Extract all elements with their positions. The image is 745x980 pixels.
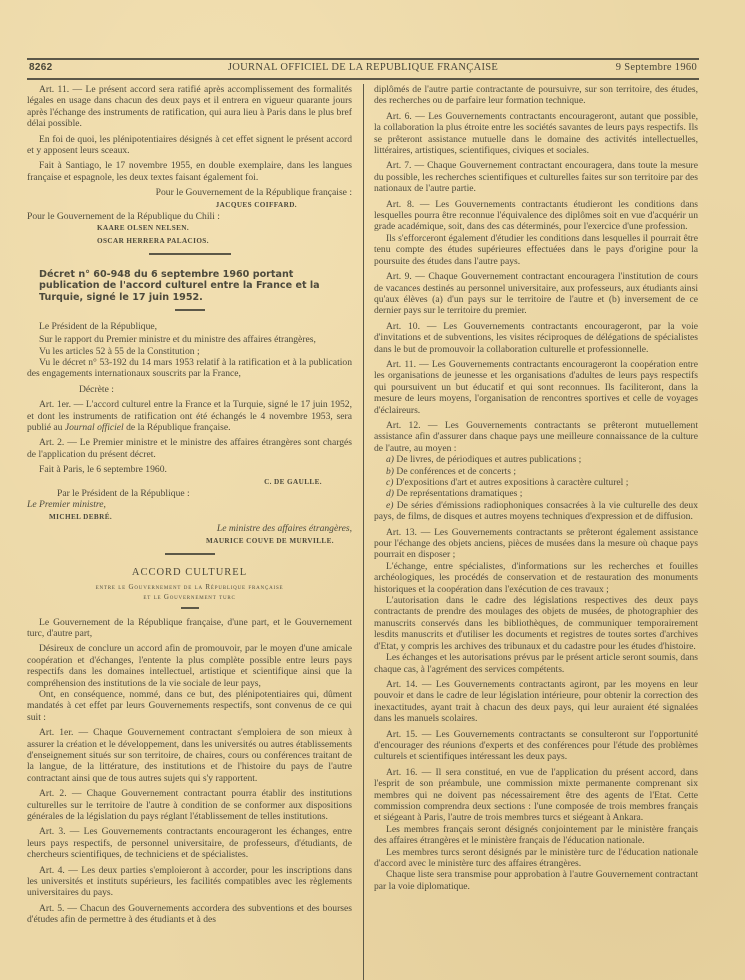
section-separator — [165, 553, 215, 555]
premier-ministre-name: MICHEL DEBRÉ. — [49, 512, 113, 521]
article-text: — Chaque Gouvernement contractant encouragera l'institution de cours de vacances destinés au personnel universitaire, aux professeurs, aux étudiants ainsi qu'aux élèves (a) d'un pays sur le territoire de l'autre et (b) inversement de ce dernier pays sur le territoire du premier. — [374, 271, 698, 317]
section-separator — [149, 253, 231, 255]
right-column — [374, 84, 698, 892]
accord-art13 — [374, 527, 698, 561]
signatory-chili-1: KAARE OLSEN NELSEN. — [97, 224, 190, 233]
accord-art14 — [374, 679, 698, 725]
journal-officiel-italic: Journal officiel — [64, 422, 124, 434]
article-text: — Les Gouvernements contractants encourageront, autant que possible, la collaboration la plus étroite entre les sociétés savantes de leurs pays respectifs. Ils se prêteront assistance mutuelle dans le domaine des activités intellectuelles, littéraires, artistiques, scientifiques, civiques et sociales. — [374, 110, 698, 157]
accord-art16 — [374, 767, 698, 824]
accord-art12 — [374, 420, 698, 454]
page-header — [27, 62, 699, 76]
signatory-chili-2: OSCAR HERRERA PALACIOS. — [97, 236, 209, 245]
decree-vu-articles: Vu les articles 52 à 55 de la Constitution ; — [39, 345, 200, 357]
article-text: — Chaque Gouvernement contractant s'emploiera de son mieux à assurer la création et le développement, dans les universités ou autres établissements d'enseignement situés sur son territoire, de chaires, cours ou conférences traitant de la langue, de la littérature, des institutions et de l'histoire du pays de l'autre contractant ainsi que de tous autres sujets qui s'y rapportent. — [27, 727, 352, 784]
header-top-rule — [27, 58, 699, 60]
article-label: Art. 9. — [386, 271, 412, 283]
accord-art8 — [374, 199, 698, 233]
list-text: De représentations dramatiques ; — [394, 488, 523, 500]
article-text: — L'accord culturel entre la France et la Turquie, signé le 17 juin 1952, et dont les instruments de ratification ont été échangés le 4 novembre 1953, sera publié au — [27, 399, 352, 434]
list-item — [374, 477, 698, 488]
article-text: — Les Gouvernements contractants encourageront la coopération entre les organisations de jeunesse et les organisations d'adultes de leurs pays respectifs qui poursuivent un but éducatif et qui sont reconnues. Ils faciliteront, dans la mesure de leurs moyens, l'organisation de rencontres sportives et celle de voyages d'éclaireurs. — [374, 358, 698, 416]
article-text: — Les Gouvernements contractants se prêteront également assistance pour l'échange des objets anciens, pièces de musées dans la mesure où chaque pays pourrait en disposer ; — [374, 526, 699, 561]
premier-ministre-title: Le Premier ministre, — [27, 499, 106, 511]
list-marker: a) — [386, 454, 394, 466]
article-label: Art. 15. — [386, 728, 418, 740]
accord-preamble-3: Ont, en conséquence, nommé, dans ce but, des plénipotentiaires qui, dûment mandatés à cet effet par leurs Gouvernements respectifs, sont convenus de ce qui suit : — [27, 688, 352, 723]
art5-continued: diplômés de l'autre partie contractante de poursuivre, sur son territoire, des études, des recherches ou de parfaire leur formation technique. — [374, 84, 698, 107]
accord-title: ACCORD CULTUREL — [131, 566, 248, 578]
article-text: — Les Gouvernements contractants encourageront, par la voie d'invitations et de subventions, les visites réciproques de délégations de spécialistes dans le but de promouvoir la collaboration culturelle et professionnelle. — [374, 320, 699, 355]
accord-art10 — [374, 321, 698, 355]
article-label: Art. 8. — [386, 198, 415, 210]
article-text: — Les Gouvernements contractants se prêteront mutuellement assistance afin d'assurer dans chaque pays une meilleure connaissance de la culture de l'autre, au moyen : — [374, 419, 698, 454]
signatory-president: C. DE GAULLE. — [264, 477, 322, 486]
article-label: Art. 2. — [39, 788, 67, 800]
list-text: D'expositions d'art et autres expositions à caractère culturel ; — [393, 477, 629, 488]
signatory-chili-2-row — [27, 235, 352, 247]
issue-date: 9 Septembre 1960 — [615, 62, 697, 73]
list-marker: b) — [386, 465, 394, 477]
article-label: Art. 3. — [39, 826, 66, 838]
article-label: Art. 14. — [386, 678, 418, 690]
decree-sur-rapport: Sur le rapport du Premier ministre et du ministre des affaires étrangères, — [39, 334, 316, 346]
signatory-chili-1-row — [27, 222, 352, 234]
decree-title-rule — [175, 309, 205, 311]
accord-art9 — [374, 271, 698, 317]
ministre-ae-title: Le ministre des affaires étrangères, — [216, 523, 352, 535]
article-label: Art. 1er. — [39, 727, 74, 739]
accord-art16-para3: Les membres turcs seront désignés par le ministère turc de l'éducation nationale d'accord avec le ministère turc des affaires étrangères. — [374, 846, 698, 869]
signatory-president-row — [27, 476, 352, 488]
accord-art3 — [27, 826, 352, 860]
article-label: Art. 13. — [386, 526, 417, 538]
accord-art11 — [374, 359, 698, 416]
ministre-ae-name-row — [27, 535, 352, 547]
header-bottom-rule — [27, 78, 699, 80]
accord-preamble-2: Désireux de conclure un accord afin de promouvoir, par le moyen d'une amicale coopération et d'échanges, l'entente la plus complète possible entre leurs pays respectifs dans les domaines intellectuel, artistique et scientifique ainsi que la compréhension des institutions de la vie sociale de leur pays, — [27, 643, 352, 689]
list-marker: e) — [386, 499, 394, 511]
decree-decrete: Décrète : — [79, 383, 114, 395]
article-text: — Chacun des Gouvernements accordera des subventions et des bourses d'études afin de permettre à des étudiants et à des — [27, 902, 352, 926]
page-number: 8262 — [29, 62, 53, 73]
left-column — [27, 84, 352, 930]
accord-art5 — [27, 903, 352, 926]
accord-subtitle-2: et le Gouvernement turc — [143, 593, 236, 601]
par-le-president: Par le Président de la République : — [57, 488, 190, 500]
list-text: De séries d'émissions radiophoniques consacrées à la vie culturelle des deux pays, de films, de disques et autres moyens techniques d'expression et de diffusion. — [374, 499, 698, 523]
accord-art6 — [374, 111, 698, 157]
list-item — [374, 500, 698, 523]
decree-president: Le Président de la République, — [39, 320, 158, 332]
accord-art8-extra: Ils s'efforceront également d'étudier les conditions dans lesquelles il pourrait être tenu compte des études supérieures effectuées dans le pays d'origine pour la poursuite des études dans l'autre pays. — [374, 232, 698, 267]
column-divider — [363, 84, 364, 980]
list-marker: d) — [386, 488, 394, 500]
decree-art1 — [27, 399, 352, 433]
article-label: Art. 2. — [39, 437, 65, 449]
article-text: — Il sera constitué, en vue de l'application du présent accord, dans l'esprit de son préambule, une commission mixte permanente comprenant six membres qui ne doivent pas nécessairement être des agents de l'Etat. Cette commission comprendra deux sections : l'une composée de trois membres français et siégeant à Paris, l'autre de trois membres turcs et siégeant à Ankara. — [374, 766, 698, 824]
article-text: — Le présent accord sera ratifié après accomplissement des formalités légales en usage dans chacun des deux pays et il entrera en vigueur quarante jours après l'échange des instruments de ratification, qui aura lieu à Paris dans le plus bref délai possible. — [27, 84, 352, 130]
article-text: — Chaque Gouvernement contractant pourra établir des institutions culturelles sur le territoire de l'autre à condition de se conformer aux dispositions générales de la législation du pays réglant l'établissement de telles institutions. — [27, 788, 352, 822]
accord-art7 — [374, 160, 698, 194]
ministre-ae-name: MAURICE COUVE DE MURVILLE. — [206, 536, 334, 545]
list-text: De conférences et de concerts ; — [394, 465, 516, 477]
accord-art13-para4: Les échanges et les autorisations prévus par le présent article seront soumis, dans chaque cas, à l'agrément des services compétents. — [374, 652, 698, 675]
article-text: — Les Gouvernements contractants étudieront les conditions dans lesquelles pourra être reconnue l'équivalence des diplômes soit en vue d'acquérir un grade académique, soit, dans des cas déterminés, pour l'exercice d'une profession. — [374, 198, 698, 233]
accord-art16-para2: Les membres français seront désignés conjointement par le ministère français des affaires étrangères et le ministère français de l'éducation nationale. — [374, 823, 698, 847]
signatory-france-row — [27, 199, 352, 211]
article-text: — Chaque Gouvernement contractant encouragera, dans toute la mesure du possible, les recherches scientifiques et culturelles faites sur son territoire par des nationaux de l'autre partie. — [374, 160, 699, 195]
accord-art16-para4: Chaque liste sera transmise pour approbation à l'autre Gouvernement contractant par la voie diplomatique. — [374, 869, 698, 892]
accord-art13-para3: L'autorisation dans le cadre des législations respectives des deux pays contractants de prendre des moulages des objets de musées, de photographier des manuscrits conservés dans les bibliothèques, de communiquer temporairement lesdits manuscrits et d'utiliser les documents et registres de toutes sortes d'archives d'Etat, y compris les archives des tribunaux et du cadastre pour les études d'histoire. — [374, 595, 698, 652]
pour-france-line: Pour le Gouvernement de la République française : — [155, 187, 352, 199]
article-text: — Le Premier ministre et le ministre des affaires étrangères sont chargés de l'application du présent décret. — [27, 437, 353, 460]
pour-chili-line: Pour le Gouvernement de la République du Chili : — [27, 211, 220, 223]
list-item — [374, 466, 698, 477]
article-text: — Les Gouvernements contractants se consulteront sur l'opportunité d'encourager des réunions d'experts et des conférences pour l'étude des problèmes culturels et scientifiques intéressant les deux pays. — [374, 728, 699, 763]
article-label: Art. 11. — [386, 358, 416, 370]
decree-title: Décret n° 60-948 du 6 septembre 1960 portant publication de l'accord culturel entre la France et la Turquie, signé le 17 juin 1952. — [39, 268, 320, 303]
publication-title: JOURNAL OFFICIEL DE LA REPUBLIQUE FRANÇAISE — [227, 62, 499, 73]
art12-list — [374, 454, 698, 522]
signatory-france: JACQUES COIFFARD. — [215, 200, 297, 209]
article-text: — Les Gouvernements contractants encourageront les échanges, entre leurs pays respectifs, de personnel universitaire, de professeurs, d'étudiants, de chercheurs scientifiques, de techniciens et de spécialistes. — [27, 826, 353, 861]
accord-subtitle-1: entre le Gouvernement de la République française — [95, 583, 284, 591]
article-label: Art. 4. — [39, 864, 65, 876]
decree-fait-a-paris: Fait à Paris, le 6 septembre 1960. — [39, 464, 167, 476]
accord-art4 — [27, 865, 352, 899]
accord-preamble-1: Le Gouvernement de la République française, d'une part, et le Gouvernement turc, d'autre part, — [27, 616, 352, 639]
article-label: Art. 11. — [39, 84, 70, 95]
accord-art15 — [374, 729, 698, 763]
list-text: De livres, de périodiques et autres publications ; — [394, 454, 582, 466]
list-item — [374, 454, 698, 465]
fait-a-santiago: Fait à Santiago, le 17 novembre 1955, en double exemplaire, dans les langues française et espagnole, les deux textes faisant également foi. — [27, 160, 352, 183]
article-label: Art. 5. — [39, 902, 65, 914]
list-item — [374, 488, 698, 499]
decree-vu-decret: Vu le décret n° 53-192 du 14 mars 1953 relatif à la ratification et à la publication des engagements internationaux souscrits par la France, — [27, 357, 352, 380]
premier-ministre-name-row — [27, 511, 352, 523]
article-label: Art. 1er. — [39, 399, 71, 411]
article-label: Art. 10. — [386, 320, 420, 332]
article-text: — Les Gouvernements contractants agiront, par les moyens en leur pouvoir et dans le cadre de leur législation intérieure, pour obtenir la correction des inexactitudes, ayant trait à chacun des deux pays, qui leur auraient été signalées dans les manuels scolaires. — [374, 678, 698, 725]
accord-art1 — [27, 727, 352, 784]
article-label: Art. 7. — [386, 160, 412, 172]
list-marker: c) — [386, 477, 394, 488]
article-text: de la République française. — [123, 422, 231, 434]
article-label: Art. 6. — [386, 110, 412, 122]
article-label: Art. 16. — [386, 766, 418, 778]
accord-art13-para2: L'échange, entre spécialistes, d'informations sur les recherches et fouilles archéologiques, les procédés de conservation et de restauration des monuments historiques et la coopération dans l'exécution de ces travaux ; — [374, 560, 698, 595]
article-text: — Les deux parties s'emploieront à accorder, pour les inscriptions dans les universités et instituts supérieurs, les facilités compatibles avec les règlements universitaires du pays. — [27, 864, 352, 899]
article-label: Art. 12. — [386, 419, 421, 431]
en-foi-paragraph: En foi de quoi, les plénipotentiaires désignés à cet effet signent le présent accord et y apposent leurs sceaux. — [27, 133, 352, 157]
accord-art2 — [27, 788, 352, 822]
chile-accord-art11 — [27, 84, 352, 130]
decree-art2 — [27, 437, 352, 460]
accord-title-rule — [181, 607, 199, 609]
